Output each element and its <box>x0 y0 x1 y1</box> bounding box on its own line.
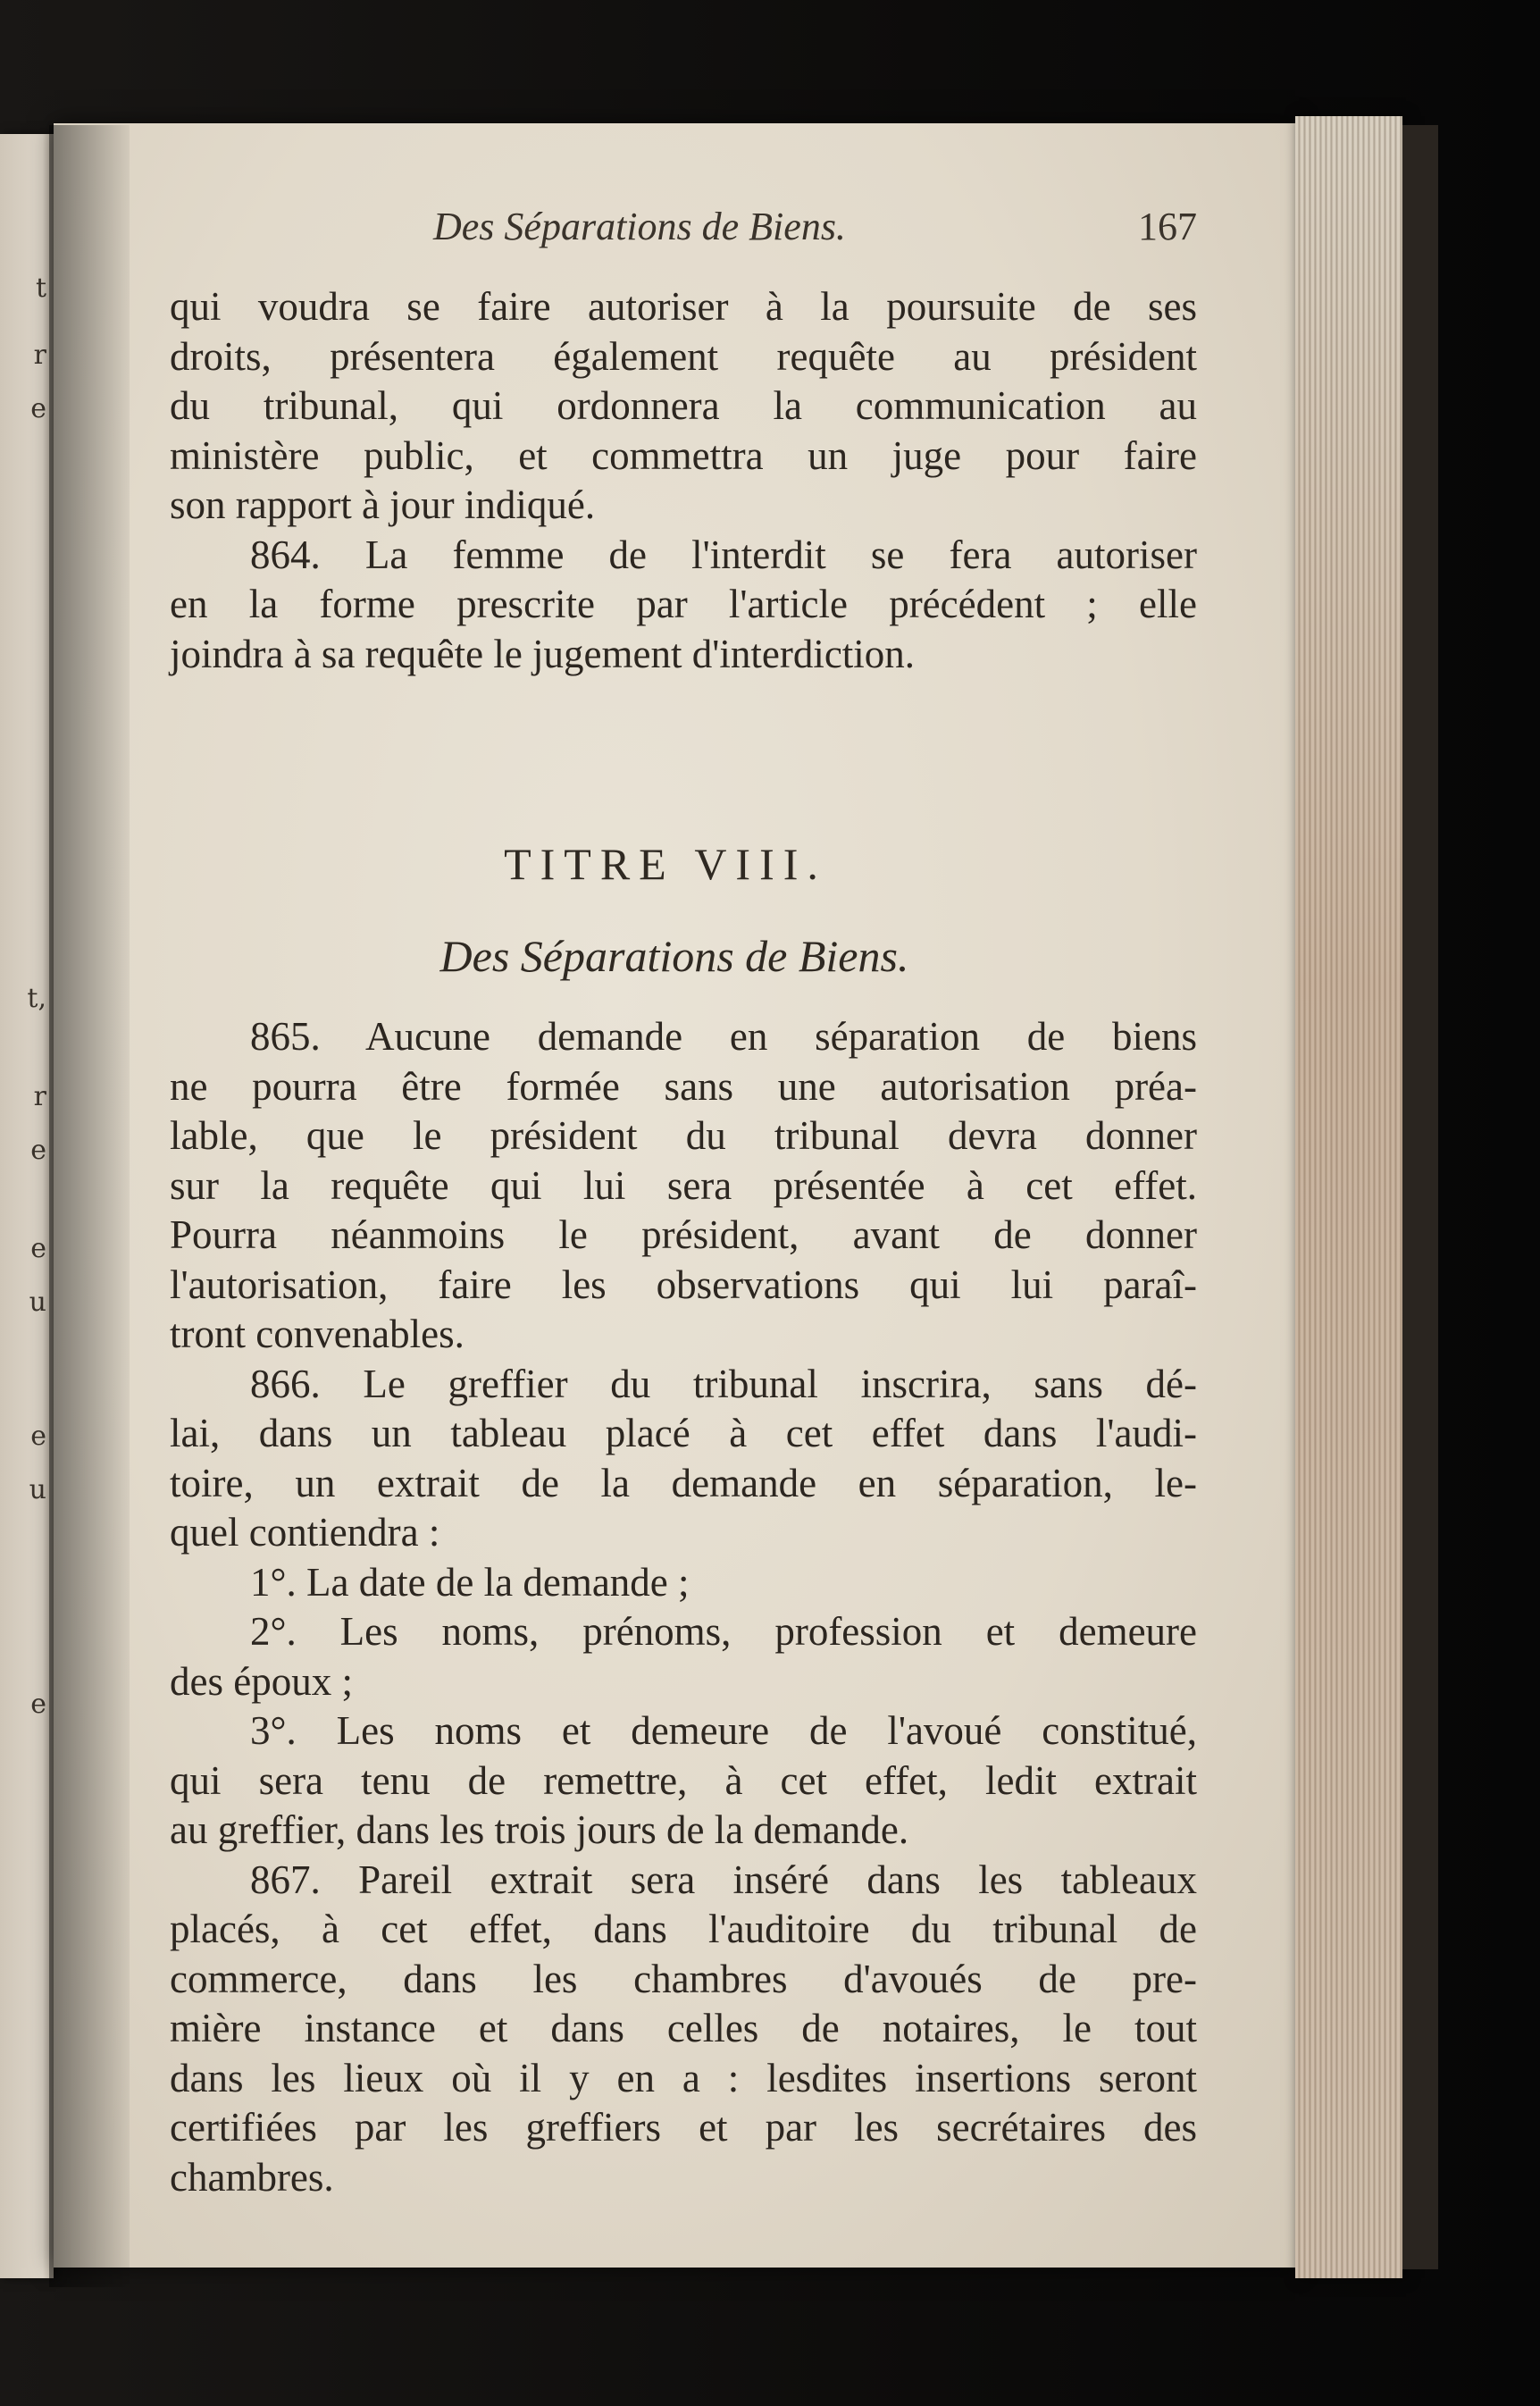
list-item-1: 1°. La date de la demande ; <box>250 1559 690 1605</box>
list-item-2-line: des époux ; <box>170 1658 353 1704</box>
facing-page-fragment: t, <box>27 983 46 1014</box>
article-867-line: 867. Pareil extrait sera inséré dans les tableaux <box>250 1857 1197 1902</box>
book-page <box>54 123 1295 2268</box>
list-item-2-line: 2°. Les noms, prénoms, profession et demeure <box>250 1609 1197 1654</box>
top-paragraphs <box>170 282 1197 679</box>
article-864-line: en la forme prescrite par l'article précédent ; elle <box>170 582 1197 626</box>
facing-page-fragment: e <box>30 1689 46 1720</box>
article-867-line: placés, à cet effet, dans l'auditoire du tribunal de <box>170 1907 1197 1951</box>
article-864-line: joindra à sa requête le jugement d'interdiction. <box>170 631 916 676</box>
article-865-line: sur la requête qui lui sera présentée à cet effet. <box>170 1162 1197 1208</box>
facing-page-fragment: r <box>33 340 46 371</box>
article-864-line: 864. La femme de l'interdit se fera autoriser <box>250 532 1197 577</box>
text-line: droits, présentera également requête au président <box>170 333 1197 379</box>
text-line: qui voudra se faire autoriser à la poursuite de ses <box>170 284 1197 329</box>
facing-page-fragment: e <box>30 1135 46 1166</box>
articles-block <box>170 1012 1197 2202</box>
page-number: 167 <box>1138 205 1197 248</box>
running-head-title: Des Séparations de Biens. <box>433 205 846 248</box>
article-865-line: tront convenables. <box>170 1312 465 1356</box>
text-line: ministère public, et commettra un juge pour faire <box>170 432 1197 478</box>
article-867-line: mière instance et dans celles de notaires, le tout <box>170 2006 1197 2050</box>
list-item-3-line: 3°. Les noms et demeure de l'avoué constitué, <box>250 1708 1197 1753</box>
titre-heading: TITRE VIII. <box>504 839 827 889</box>
titre-subtitle: Des Séparations de Biens. <box>439 931 909 981</box>
article-866-line: 866. Le greffier du tribunal inscrira, sans dé- <box>250 1361 1197 1406</box>
list-item-3-line: qui sera tenu de remettre, à cet effet, ledit extrait <box>170 1757 1197 1803</box>
text-line: du tribunal, qui ordonnera la communication au <box>170 383 1197 428</box>
page-edges <box>1295 116 1402 2278</box>
article-865-line: l'autorisation, faire les observations qui lui paraî- <box>170 1262 1197 1307</box>
article-867-line: dans les lieux où il y en a : lesdites insertions seront <box>170 2055 1197 2100</box>
facing-page-fragment: u <box>29 1287 46 1318</box>
article-867-line: chambres. <box>170 2154 334 2200</box>
facing-page-fragment: e <box>30 1421 46 1452</box>
list-item-3-line: au greffier, dans les trois jours de la demande. <box>170 1807 909 1852</box>
article-865-line: Pourra néanmoins le président, avant de donner <box>170 1212 1197 1257</box>
facing-page-fragment: e <box>30 393 46 424</box>
facing-page-fragment: e <box>30 1233 46 1264</box>
article-866-line: lai, dans un tableau placé à cet effet dans l'audi- <box>170 1411 1197 1455</box>
text-line: son rapport à jour indiqué. <box>170 482 596 527</box>
book-cover-edge <box>1402 125 1438 2269</box>
article-866-line: quel contiendra : <box>170 1510 440 1555</box>
article-867-line: commerce, dans les chambres d'avoués de pre- <box>170 1956 1197 2001</box>
article-865-line: lable, que le président du tribunal devra donner <box>170 1113 1197 1158</box>
binding-shadow <box>49 125 130 2287</box>
article-866-line: toire, un extrait de la demande en séparation, le- <box>170 1460 1197 1505</box>
facing-page-fragment: t <box>35 272 46 304</box>
facing-page-fragment: r <box>33 1081 46 1112</box>
article-867-line: certifiées par les greffiers et par les secrétaires des <box>170 2105 1197 2150</box>
article-865-line: 865. Aucune demande en séparation de biens <box>250 1014 1197 1059</box>
facing-page-edge <box>0 134 54 2278</box>
facing-page-fragment: u <box>29 1474 46 1505</box>
article-865-line: ne pourra être formée sans une autorisation préa- <box>170 1063 1197 1109</box>
